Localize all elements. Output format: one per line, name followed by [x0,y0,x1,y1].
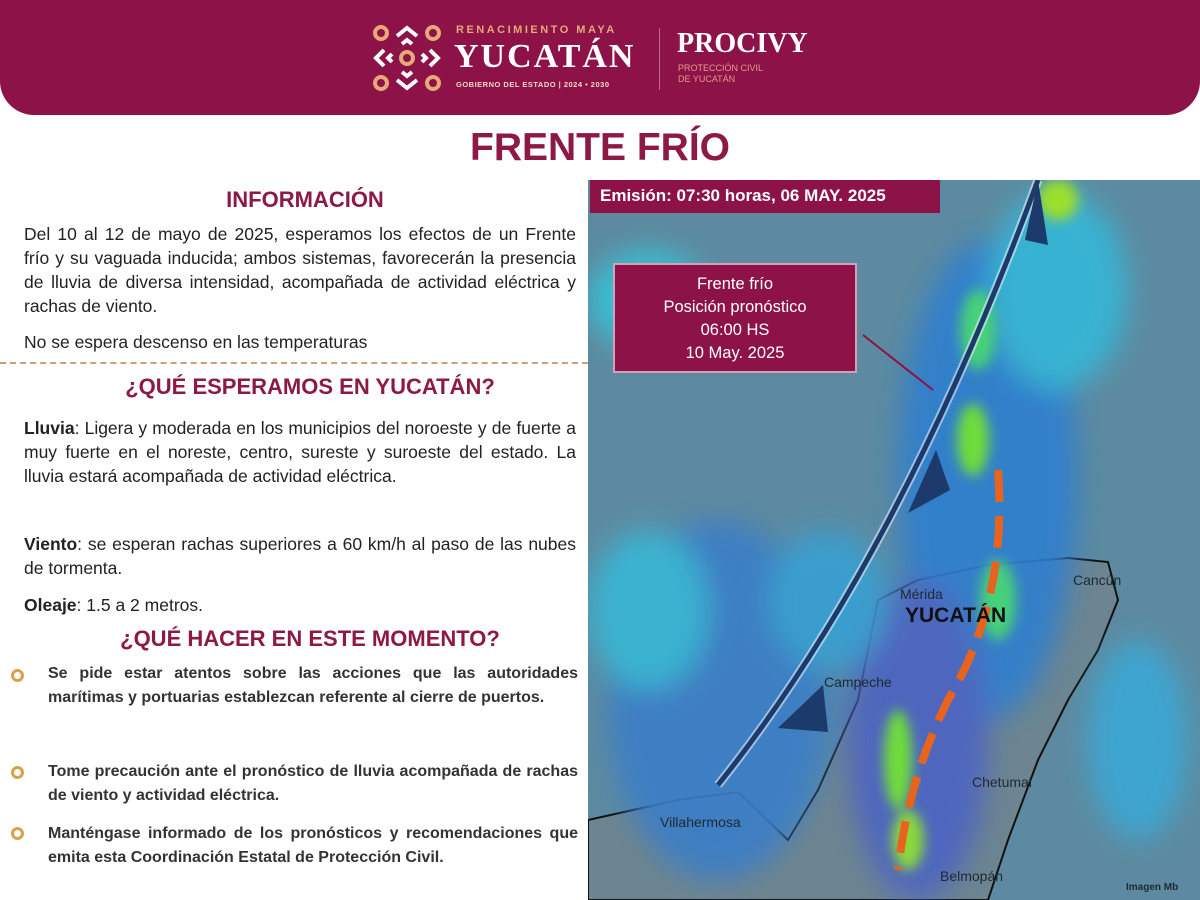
hacer-item: Tome precaución ante el pronóstico de lluvia acompañada de rachas de viento y actividad eléctrica. [48,763,578,804]
front-callout [613,263,857,373]
label-cancun: Cancún [1073,572,1122,588]
label-campeche: Campeche [824,674,892,690]
hacer-item: Manténgase informado de los pronósticos y recomendaciones que emita esta Coordinación Estatal de Protección Civil. [48,825,578,866]
callout-line: 06:00 HS [700,321,770,339]
proteccion-line1: PROTECCIÓN CIVIL [678,63,764,73]
callout-line: Frente frío [696,275,774,293]
bullet-icon [11,827,24,840]
header-banner [0,0,1200,115]
proteccion-civil-text [678,63,763,85]
hacer-item: Se pide estar atentos sobre las acciones que las autoridades marítimas y portuarias establezcan referente al cierre de puertos. [48,665,578,706]
label-merida: Mérida [900,586,943,602]
renacimiento-maya-text: RENACIMIENTO MAYA [456,24,617,36]
hacer-heading: ¿QUÉ HACER EN ESTE MOMENTO? [120,626,500,651]
informacion-heading: INFORMACIÓN [226,187,384,212]
esperamos-heading: ¿QUÉ ESPERAMOS EN YUCATÁN? [125,374,495,399]
lluvia-text: : Ligera y moderada en los municipios del noroeste y de fuerte a muy fuerte en el noreste, centro, sureste y suroeste del estado. La lluvia estará acompañada de actividad eléctrica. [24,418,576,486]
yucatan-logo-icon [372,24,442,92]
logo-divider [659,28,660,90]
oleaje-text: : 1.5 a 2 metros. [76,595,203,615]
label-chetumal: Chetumal [972,774,1032,790]
callout-line: 10 May. 2025 [685,344,785,362]
lluvia-label: Lluvia [24,418,75,438]
emission-label: Emisión: 07:30 horas, 06 MAY. 2025 [590,180,940,213]
oleaje-label: Oleaje [24,595,77,615]
image-credit: Imagen Mb [1126,882,1179,893]
informacion-body: Del 10 al 12 de mayo de 2025, esperamos los efectos de un Frente frío y su vaguada inducida; ambos sistemas, favorecerán la presencia de lluvia de diversa intensidad, acompañada de actividad eléctrica y rachas de viento. [24,224,576,316]
label-villahermosa: Villahermosa [660,814,741,830]
oleaje-item [24,593,576,617]
proteccion-line2: DE YUCATÁN [678,74,736,84]
bullet-icon [11,669,24,682]
label-belmopan: Belmopán [940,868,1004,884]
callout-line: Posición pronóstico [663,298,807,316]
page-title: FRENTE FRÍO [470,126,730,169]
gobierno-text: GOBIERNO DEL ESTADO | 2024 • 2030 [456,80,610,89]
section-divider [0,362,588,364]
label-yucatan: YUCATÁN [905,604,1007,627]
informacion-note: No se espera descenso en las temperaturas [24,332,368,352]
viento-text: : se esperan rachas superiores a 60 km/h al paso de las nubes de tormenta. [24,534,576,578]
procivy-wordmark: PROCIVY [677,28,808,59]
viento-label: Viento [24,534,78,554]
viento-item [24,532,576,580]
yucatan-wordmark: YUCATÁN [454,38,636,75]
lluvia-item [24,416,576,488]
bullet-icon [11,766,24,779]
